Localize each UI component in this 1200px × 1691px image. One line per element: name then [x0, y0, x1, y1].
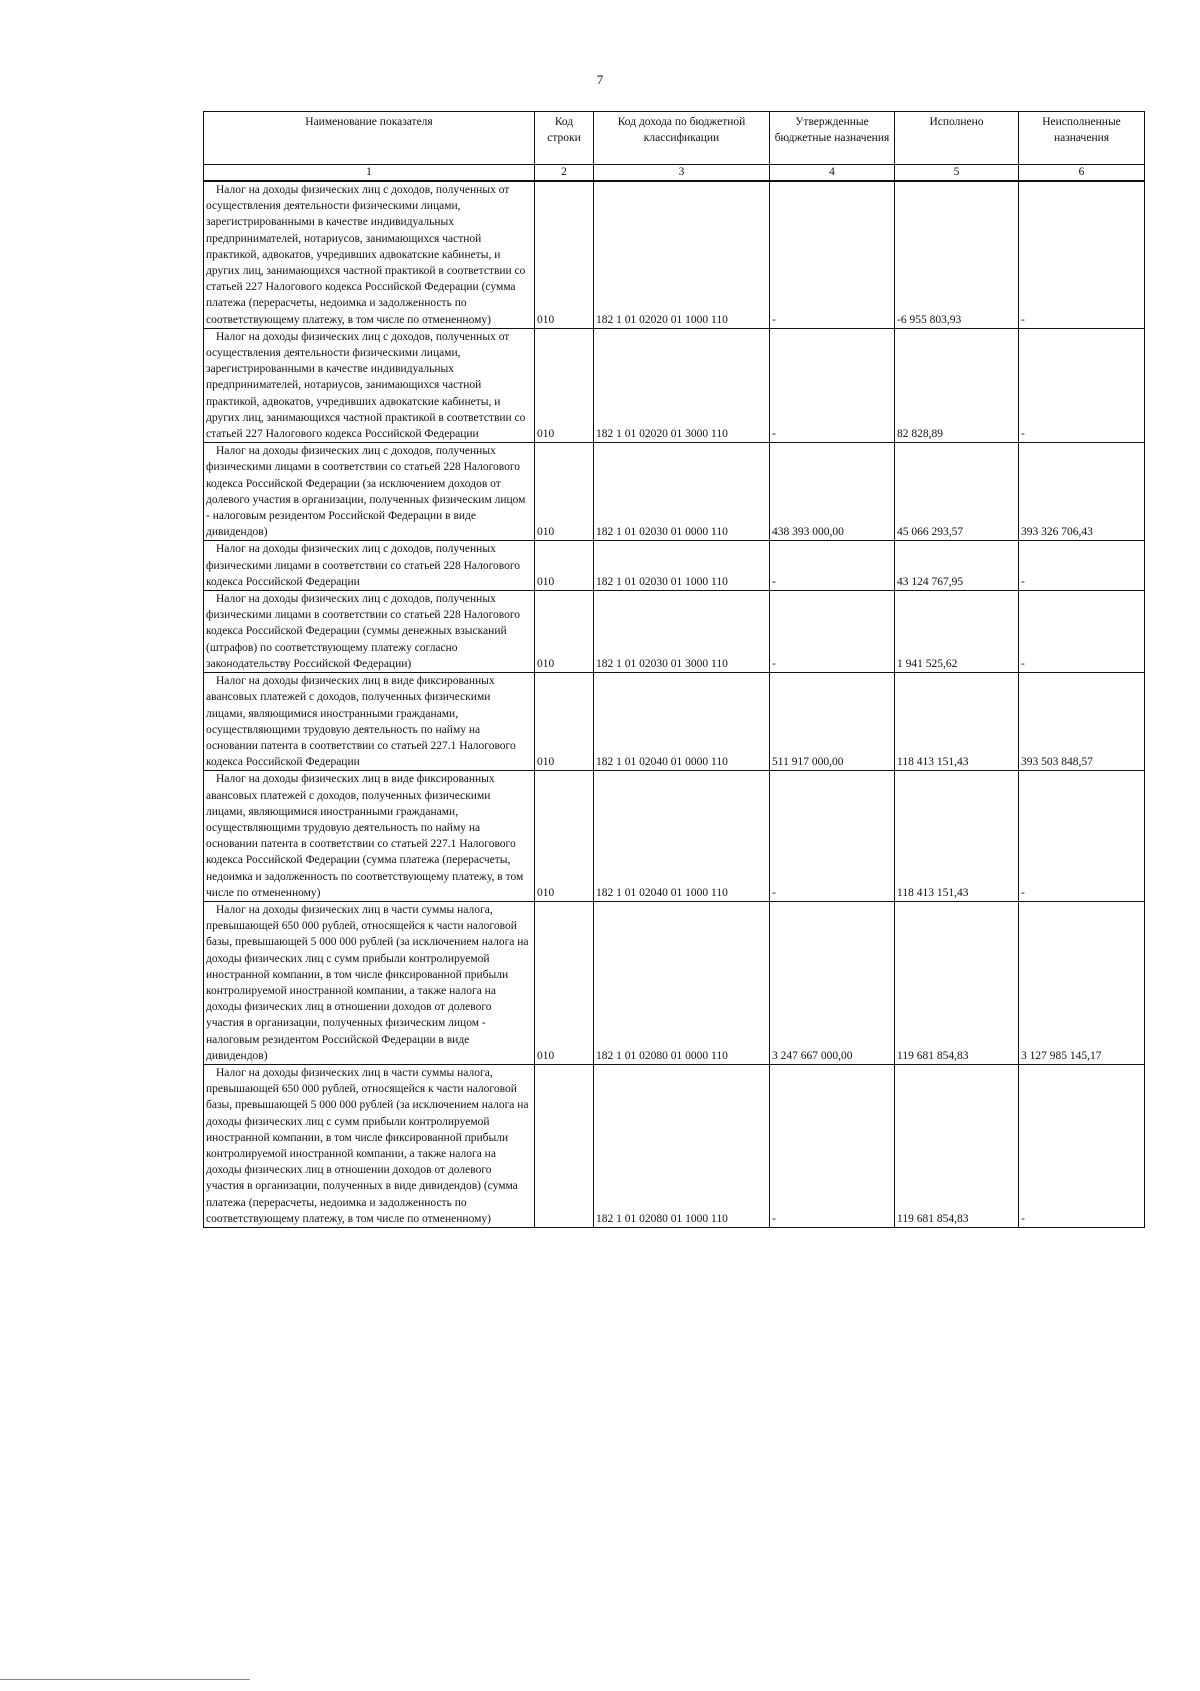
approved-amount: 3 247 667 000,00	[770, 901, 895, 1064]
indicator-name: Налог на доходы физических лиц с доходов, полученных физическими лицами в соответствии со статьей 228 Налогового кодекса Российской Федерации	[204, 541, 535, 591]
budget-execution-table	[203, 111, 1145, 1228]
header-income-code: Код дохода по бюджетной классификации	[594, 112, 770, 165]
line-code: 010	[535, 591, 594, 673]
column-number: 2	[535, 165, 594, 182]
unexecuted-amount: -	[1019, 771, 1145, 902]
unexecuted-amount: -	[1019, 181, 1145, 328]
income-code: 182 1 01 02080 01 0000 110	[594, 901, 770, 1064]
footer-divider	[0, 1679, 250, 1680]
table-row	[204, 181, 1145, 328]
header-executed: Исполнено	[895, 112, 1019, 165]
line-code: 010	[535, 541, 594, 591]
line-code: 010	[535, 901, 594, 1064]
income-code: 182 1 01 02030 01 1000 110	[594, 541, 770, 591]
table-row	[204, 328, 1145, 442]
indicator-name: Налог на доходы физических лиц с доходов, полученных от осуществления деятельности физическими лицами, зарегистрированными в качестве индивидуальных предпринимателей, нотариусов, занимающихся частной практикой, адвокатов, учредивших адвокатские кабинеты, и других лиц, занимающихся частной практикой в соответствии со статьей 227 Налогового кодекса Российской Федерации (сумма платежа (перерасчеты, недоимка и задолженность по соответствующему платежу, в том числе по отмененному)	[204, 181, 535, 328]
column-number: 1	[204, 165, 535, 182]
line-code: 010	[535, 673, 594, 771]
income-code: 182 1 01 02030 01 0000 110	[594, 443, 770, 541]
income-code: 182 1 01 02080 01 1000 110	[594, 1064, 770, 1227]
approved-amount: -	[770, 328, 895, 442]
unexecuted-amount: -	[1019, 1064, 1145, 1227]
executed-amount: 1 941 525,62	[895, 591, 1019, 673]
line-code: 010	[535, 771, 594, 902]
income-code: 182 1 01 02020 01 1000 110	[594, 181, 770, 328]
header-row	[204, 112, 1145, 165]
executed-amount: 82 828,89	[895, 328, 1019, 442]
income-code: 182 1 01 02020 01 3000 110	[594, 328, 770, 442]
income-code: 182 1 01 02040 01 0000 110	[594, 673, 770, 771]
approved-amount: -	[770, 181, 895, 328]
column-number: 6	[1019, 165, 1145, 182]
indicator-name: Налог на доходы физических лиц с доходов, полученных физическими лицами в соответствии со статьей 228 Налогового кодекса Российской Федерации (за исключением доходов от долевого участия в организации, полученных физическим лицом - налоговым резидентом Российской Федерации в виде дивидендов)	[204, 443, 535, 541]
indicator-name: Налог на доходы физических лиц в части суммы налога, превышающей 650 000 рублей, относящейся к части налоговой базы, превышающей 5 000 000 рублей (за исключением налога на доходы физических лиц с сумм прибыли контролируемой иностранной компании, в том числе фиксированной прибыли контролируемой иностранной компании, а также налога на доходы физических лиц в отношении доходов от долевого участия в организации, полученных в виде дивидендов) (сумма платежа (перерасчеты, недоимка и задолженность по соответствующему платежу, в том числе по отмененному)	[204, 1064, 535, 1227]
line-code	[535, 1064, 594, 1227]
header-line-code: Код строки	[535, 112, 594, 165]
executed-amount: 118 413 151,43	[895, 673, 1019, 771]
unexecuted-amount: -	[1019, 328, 1145, 442]
indicator-name: Налог на доходы физических лиц в виде фиксированных авансовых платежей с доходов, полученных физическими лицами, являющимися иностранными гражданами, осуществляющими трудовую деятельность по найму на основании патента в соответствии со статьей 227.1 Налогового кодекса Российской Федерации (сумма платежа (перерасчеты, недоимка и задолженность по соответствующему платежу, в том числе по отмененному)	[204, 771, 535, 902]
table-row	[204, 901, 1145, 1064]
approved-amount: -	[770, 1064, 895, 1227]
executed-amount: 43 124 767,95	[895, 541, 1019, 591]
line-code: 010	[535, 328, 594, 442]
table-row	[204, 771, 1145, 902]
approved-amount: -	[770, 771, 895, 902]
indicator-name: Налог на доходы физических лиц в виде фиксированных авансовых платежей с доходов, полученных физическими лицами, являющимися иностранными гражданами, осуществляющими трудовую деятельность по найму на основании патента в соответствии со статьей 227.1 Налогового кодекса Российской Федерации	[204, 673, 535, 771]
executed-amount: 119 681 854,83	[895, 901, 1019, 1064]
table-row	[204, 1064, 1145, 1227]
unexecuted-amount: -	[1019, 541, 1145, 591]
approved-amount: 511 917 000,00	[770, 673, 895, 771]
indicator-name: Налог на доходы физических лиц с доходов, полученных физическими лицами в соответствии со статьей 228 Налогового кодекса Российской Федерации (суммы денежных взысканий (штрафов) по соответствующему платежу согласно законодательству Российской Федерации)	[204, 591, 535, 673]
line-code: 010	[535, 181, 594, 328]
table-row	[204, 541, 1145, 591]
page-number: 7	[596, 72, 604, 87]
table-row	[204, 443, 1145, 541]
executed-amount: 119 681 854,83	[895, 1064, 1019, 1227]
approved-amount: -	[770, 591, 895, 673]
column-number: 5	[895, 165, 1019, 182]
indicator-name: Налог на доходы физических лиц в части суммы налога, превышающей 650 000 рублей, относящейся к части налоговой базы, превышающей 5 000 000 рублей (за исключением налога на доходы физических лиц с сумм прибыли контролируемой иностранной компании, в том числе фиксированной прибыли контролируемой иностранной компании, а также налога на доходы физических лиц в отношении доходов от долевого участия в организации, полученных физическим лицом - налоговым резидентом Российской Федерации в виде дивидендов)	[204, 901, 535, 1064]
line-code: 010	[535, 443, 594, 541]
header-unexecuted: Неисполненные назначения	[1019, 112, 1145, 165]
column-number: 4	[770, 165, 895, 182]
income-code: 182 1 01 02040 01 1000 110	[594, 771, 770, 902]
approved-amount: 438 393 000,00	[770, 443, 895, 541]
column-number-row	[204, 165, 1145, 182]
header-indicator-name: Наименование показателя	[204, 112, 535, 165]
header-approved: Утвержденные бюджетные назначения	[770, 112, 895, 165]
income-code: 182 1 01 02030 01 3000 110	[594, 591, 770, 673]
column-number: 3	[594, 165, 770, 182]
executed-amount: 118 413 151,43	[895, 771, 1019, 902]
unexecuted-amount: 3 127 985 145,17	[1019, 901, 1145, 1064]
indicator-name: Налог на доходы физических лиц с доходов, полученных от осуществления деятельности физическими лицами, зарегистрированными в качестве индивидуальных предпринимателей, нотариусов, занимающихся частной практикой, адвокатов, учредивших адвокатские кабинеты, и других лиц, занимающихся частной практикой в соответствии со статьей 227 Налогового кодекса Российской Федерации	[204, 328, 535, 442]
executed-amount: 45 066 293,57	[895, 443, 1019, 541]
executed-amount: -6 955 803,93	[895, 181, 1019, 328]
unexecuted-amount: 393 503 848,57	[1019, 673, 1145, 771]
table-row	[204, 673, 1145, 771]
approved-amount: -	[770, 541, 895, 591]
unexecuted-amount: -	[1019, 591, 1145, 673]
table-row	[204, 591, 1145, 673]
unexecuted-amount: 393 326 706,43	[1019, 443, 1145, 541]
